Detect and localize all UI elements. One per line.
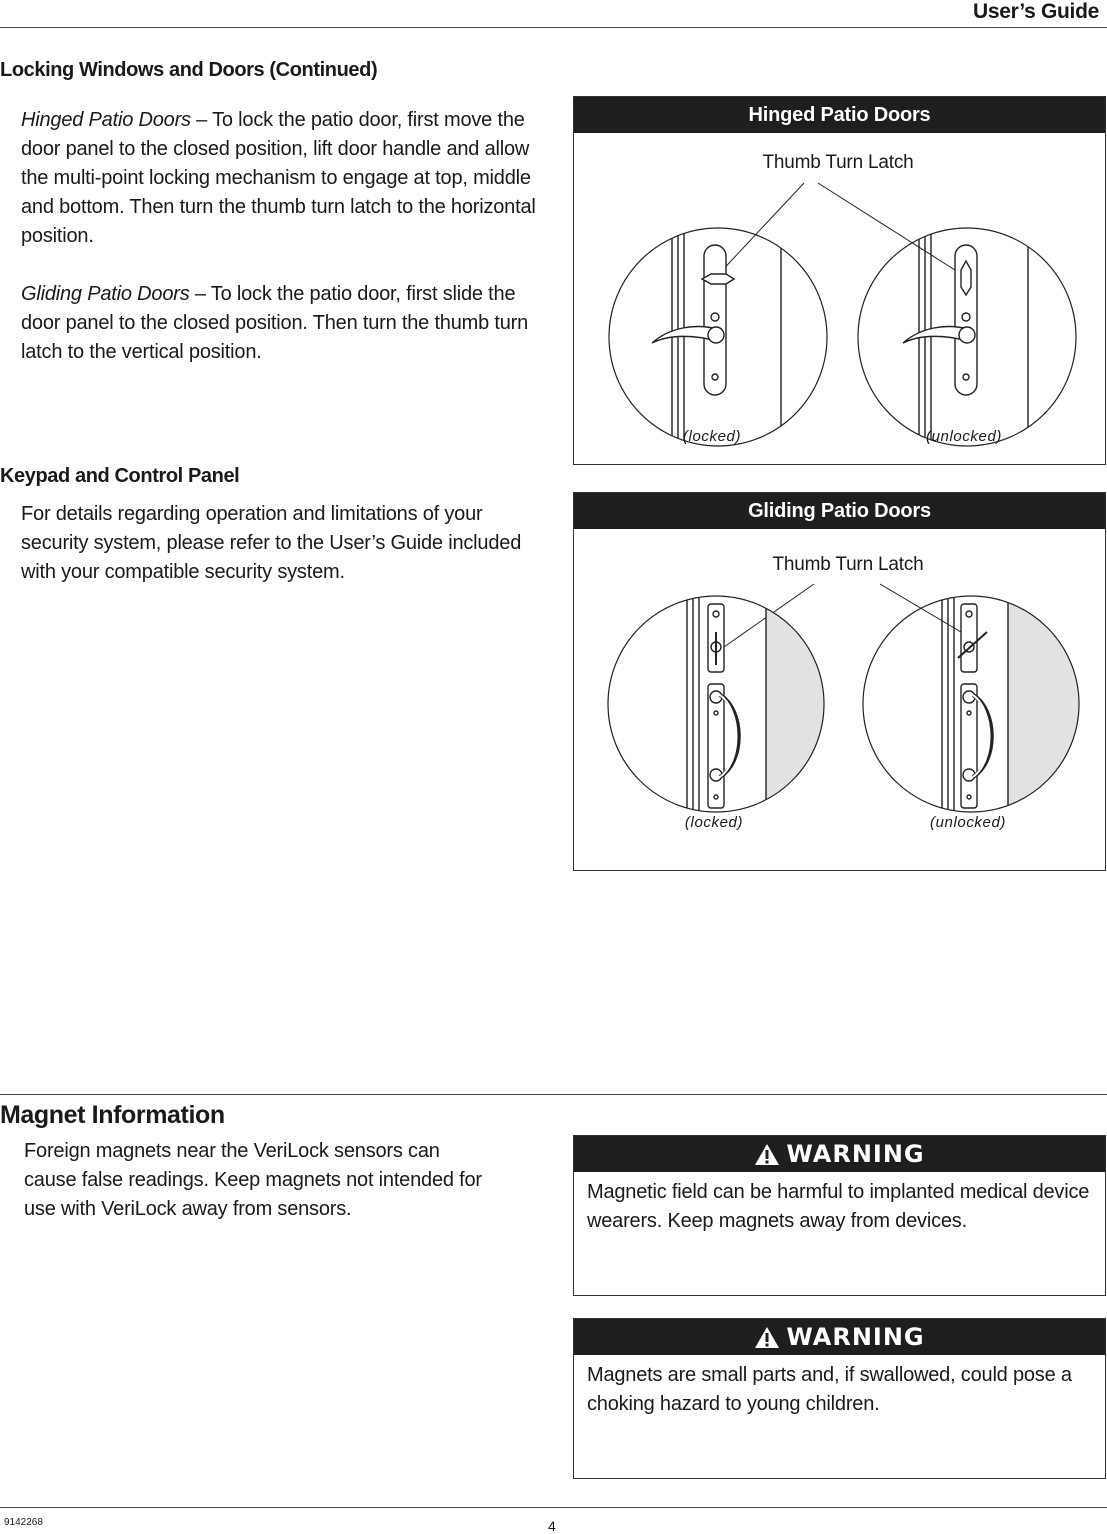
gliding-figure <box>573 492 1106 871</box>
magnet-section-rule <box>0 1094 1107 1095</box>
hinged-locked-detail <box>609 213 827 453</box>
magnet-section-heading: Magnet Information <box>0 1101 225 1129</box>
leader-line <box>716 183 804 277</box>
warning-text-2: Magnets are small parts and, if swallowed, could pose a choking hazard to young children. <box>587 1364 1072 1415</box>
gliding-illustration <box>574 529 1105 870</box>
magnet-body: Foreign magnets near the VeriLock sensors can cause false readings. Keep magnets not intended for use with VeriLock away from sensors. <box>24 1140 482 1220</box>
hinged-unlocked-detail <box>858 213 1076 453</box>
page-number: 4 <box>548 1518 556 1534</box>
warning-triangle-icon <box>754 1326 780 1349</box>
footer-rule <box>0 1507 1107 1508</box>
hinged-text: – To lock the patio door, first move the door panel to the closed position, lift door handle and allow the multi-point locking mechanism to engage at top, middle and bottom. Then turn the thumb turn latch to the horizontal position. <box>21 109 536 247</box>
warning-label-2: WARNING <box>786 1323 925 1351</box>
leader-line <box>880 584 966 635</box>
gliding-locked-detail <box>608 589 836 829</box>
gliding-caption-unlocked: (unlocked) <box>929 814 1007 831</box>
gliding-unlocked-detail <box>863 589 1088 829</box>
gliding-latch-label: Thumb Turn Latch <box>772 554 924 575</box>
warning-box-2 <box>573 1318 1106 1479</box>
header-rule <box>0 27 1107 28</box>
hinged-illustration <box>574 133 1105 464</box>
warning-text-1: Magnetic field can be harmful to implanted medical device wearers. Keep magnets away from devices. <box>587 1181 1090 1232</box>
gliding-paragraph <box>21 280 536 367</box>
hinged-latch-label: Thumb Turn Latch <box>762 152 914 173</box>
warning-header-1 <box>574 1136 1105 1172</box>
warning-triangle-icon <box>754 1143 780 1166</box>
keypad-body: For details regarding operation and limitations of your security system, please refer to the User’s Guide included with your compatible security system. <box>21 503 522 583</box>
hinged-caption-locked: (locked) <box>682 428 742 445</box>
document-number: 9142268 <box>4 1517 43 1528</box>
warning-box-1 <box>573 1135 1106 1296</box>
gliding-figure-title: Gliding Patio Doors <box>574 493 1105 529</box>
locking-section-heading: Locking Windows and Doors (Continued) <box>0 59 378 81</box>
warning-header-2 <box>574 1319 1105 1355</box>
gliding-term: Gliding Patio Doors <box>21 283 190 305</box>
hinged-figure <box>573 96 1106 465</box>
hinged-caption-unlocked: (unlocked) <box>925 428 1003 445</box>
hinged-term: Hinged Patio Doors <box>21 109 191 131</box>
keypad-section-heading: Keypad and Control Panel <box>0 465 240 487</box>
hinged-figure-title: Hinged Patio Doors <box>574 97 1105 133</box>
gliding-text: – To lock the patio door, first slide the door panel to the closed position. Then turn the thumb turn latch to the vertical position. <box>21 283 529 363</box>
running-header-title: User’s Guide <box>973 0 1099 23</box>
gliding-caption-locked: (locked) <box>684 814 744 831</box>
warning-label-1: WARNING <box>786 1140 925 1168</box>
hinged-paragraph <box>21 106 536 251</box>
locking-body <box>21 106 536 367</box>
